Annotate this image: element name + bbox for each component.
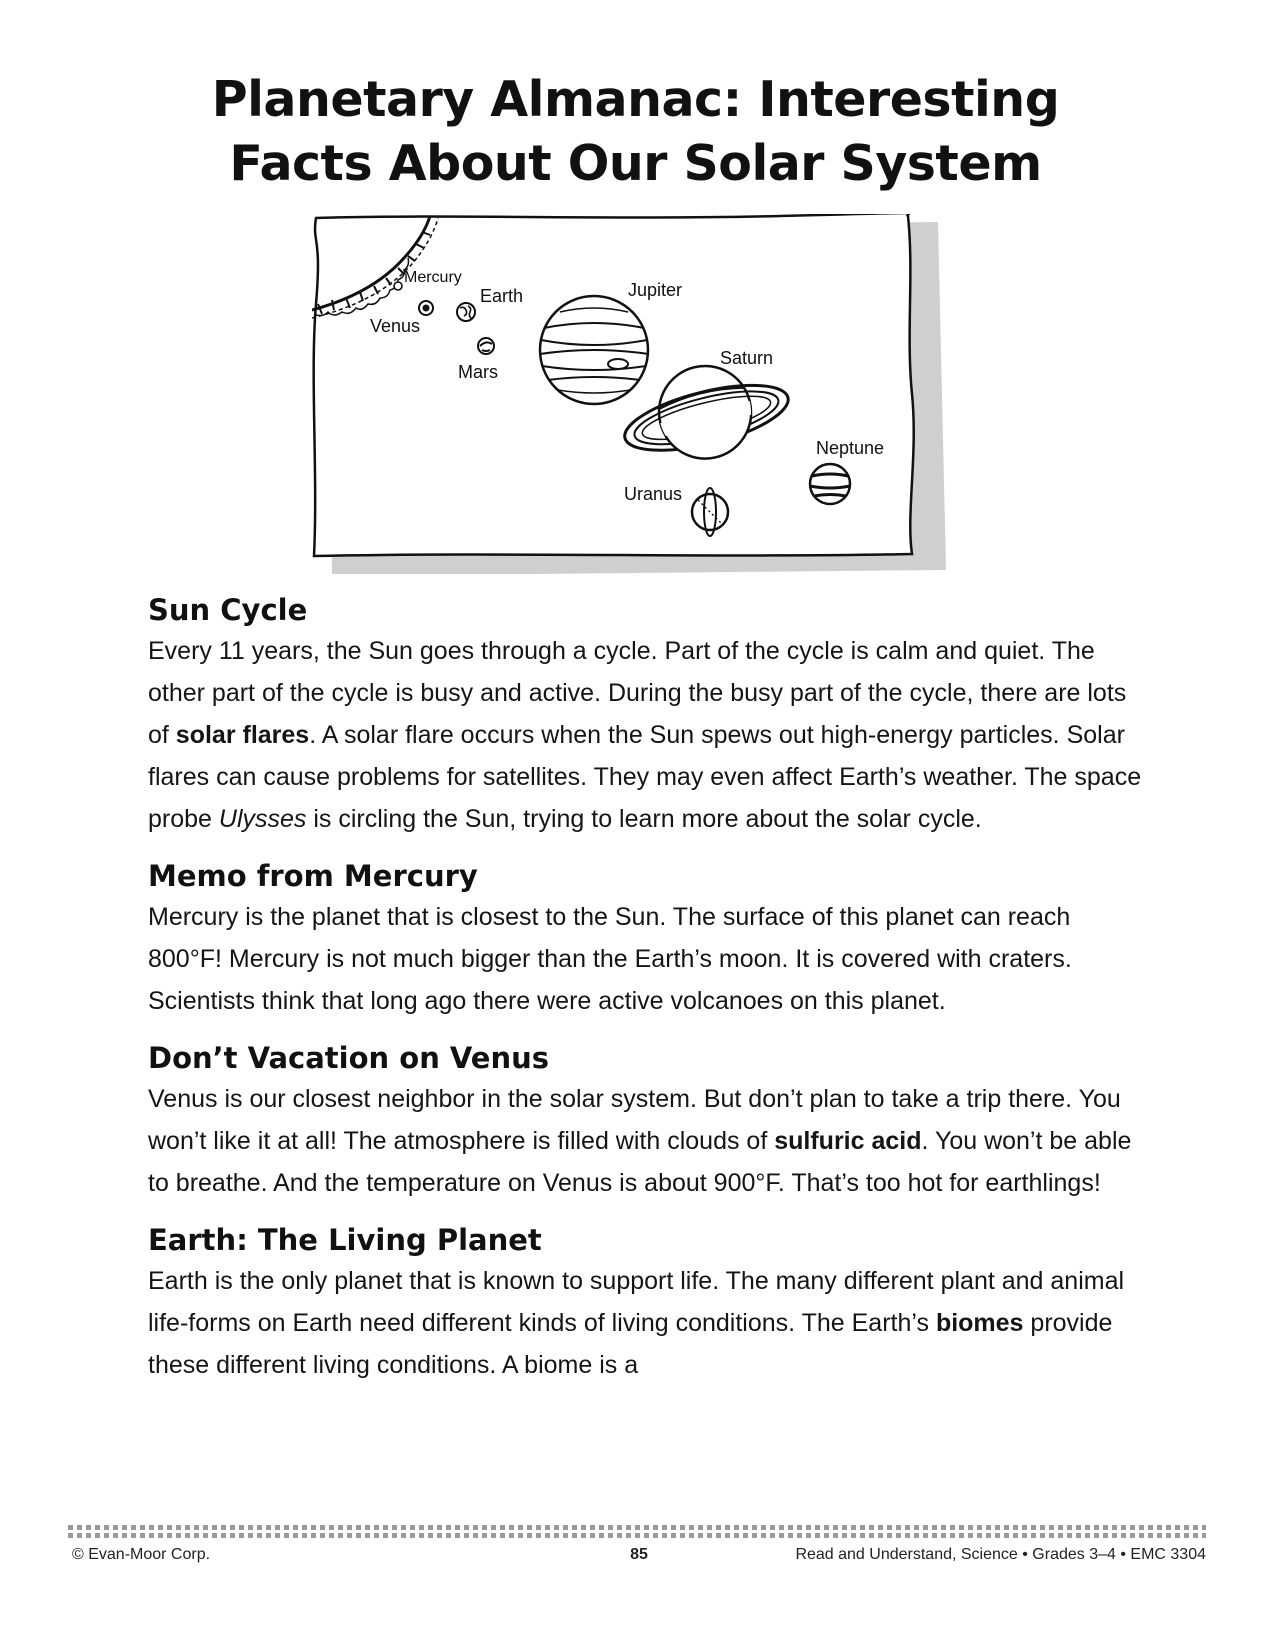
term-solar-flares: solar flares xyxy=(175,721,310,749)
label-saturn: Saturn xyxy=(720,348,774,368)
venus-text-2: . You won’t be able to breathe. And the temperature on Venus is about 900°F. That’s too hot for earthlings! xyxy=(148,1127,1132,1197)
heading-venus: Don’t Vacation on Venus xyxy=(148,1041,550,1075)
earth-text-2: provide these different living conditions. A biome is a xyxy=(148,1309,1113,1379)
label-mercury: Mercury xyxy=(404,269,462,286)
footer-divider xyxy=(68,1525,1206,1530)
venus-text-1: Venus is our closest neighbor in the solar system. But don’t plan to take a trip there. You won’t like it at all! The atmosphere is filled with clouds of xyxy=(148,1085,1121,1155)
page-footer xyxy=(72,1546,1206,1570)
solar-system-svg xyxy=(312,214,948,574)
label-neptune: Neptune xyxy=(816,438,885,458)
heading-earth: Earth: The Living Planet xyxy=(148,1223,542,1257)
page-title xyxy=(0,68,1271,196)
earth-text-1: Earth is the only planet that is known to support life. The many different plant and animal life-forms on Earth need different kinds of living conditions. The Earth’s xyxy=(148,1267,1125,1337)
neptune-icon xyxy=(810,464,850,504)
paragraph-sun-cycle xyxy=(148,630,1148,840)
section-venus xyxy=(148,1038,1148,1204)
section-mercury xyxy=(148,856,1148,1022)
label-uranus: Uranus xyxy=(624,484,683,504)
sun-text-2: . A solar flare occurs when the Sun spews out high-energy particles. Solar flares can cause problems for satellites. They may even affect Earth’s weather. The space probe xyxy=(148,721,1142,833)
paragraph-venus xyxy=(148,1078,1148,1204)
footer-copyright: © Evan-Moor Corp. xyxy=(72,1546,211,1563)
footer-book-info: Read and Understand, Science • Grades 3–4 • EMC 3304 xyxy=(795,1546,1206,1563)
section-earth xyxy=(148,1220,1148,1386)
label-earth: Earth xyxy=(480,286,524,306)
sun-text-3: is circling the Sun, trying to learn more about the solar cycle. xyxy=(306,805,982,833)
sun-text-1: Every 11 years, the Sun goes through a cycle. Part of the cycle is calm and quiet. The other part of the cycle is busy and active. During the busy part of the cycle, there are lots of xyxy=(148,637,1127,749)
page-number: 85 xyxy=(630,1546,648,1563)
heading-mercury: Memo from Mercury xyxy=(148,859,478,893)
heading-sun-cycle: Sun Cycle xyxy=(148,593,308,627)
probe-name: Ulysses xyxy=(218,805,307,833)
label-jupiter: Jupiter xyxy=(628,280,683,300)
solar-system-illustration xyxy=(312,214,948,574)
jupiter-icon xyxy=(540,296,648,404)
mercury-icon xyxy=(394,282,402,290)
footer-divider-lower xyxy=(68,1533,1206,1538)
label-venus: Venus xyxy=(370,316,421,336)
paragraph-mercury: Mercury is the planet that is closest to the Sun. The surface of this planet can reach 800°F! Mercury is not much bigger than the Earth’s moon. It is covered with craters. Scientists think that long ago there were active volcanoes on this planet. xyxy=(148,903,1072,1015)
term-biomes: biomes xyxy=(935,1309,1024,1337)
section-sun-cycle xyxy=(148,590,1148,840)
title-line-2: Facts About Our Solar System xyxy=(229,135,1042,192)
article-body xyxy=(148,590,1148,1386)
mars-icon xyxy=(478,338,494,354)
paragraph-earth xyxy=(148,1260,1148,1386)
earth-icon xyxy=(457,303,475,321)
label-mars: Mars xyxy=(458,362,498,382)
term-sulfuric-acid: sulfuric acid xyxy=(774,1127,922,1155)
venus-icon xyxy=(419,301,433,315)
title-line-1: Planetary Almanac: Interesting xyxy=(211,71,1060,128)
